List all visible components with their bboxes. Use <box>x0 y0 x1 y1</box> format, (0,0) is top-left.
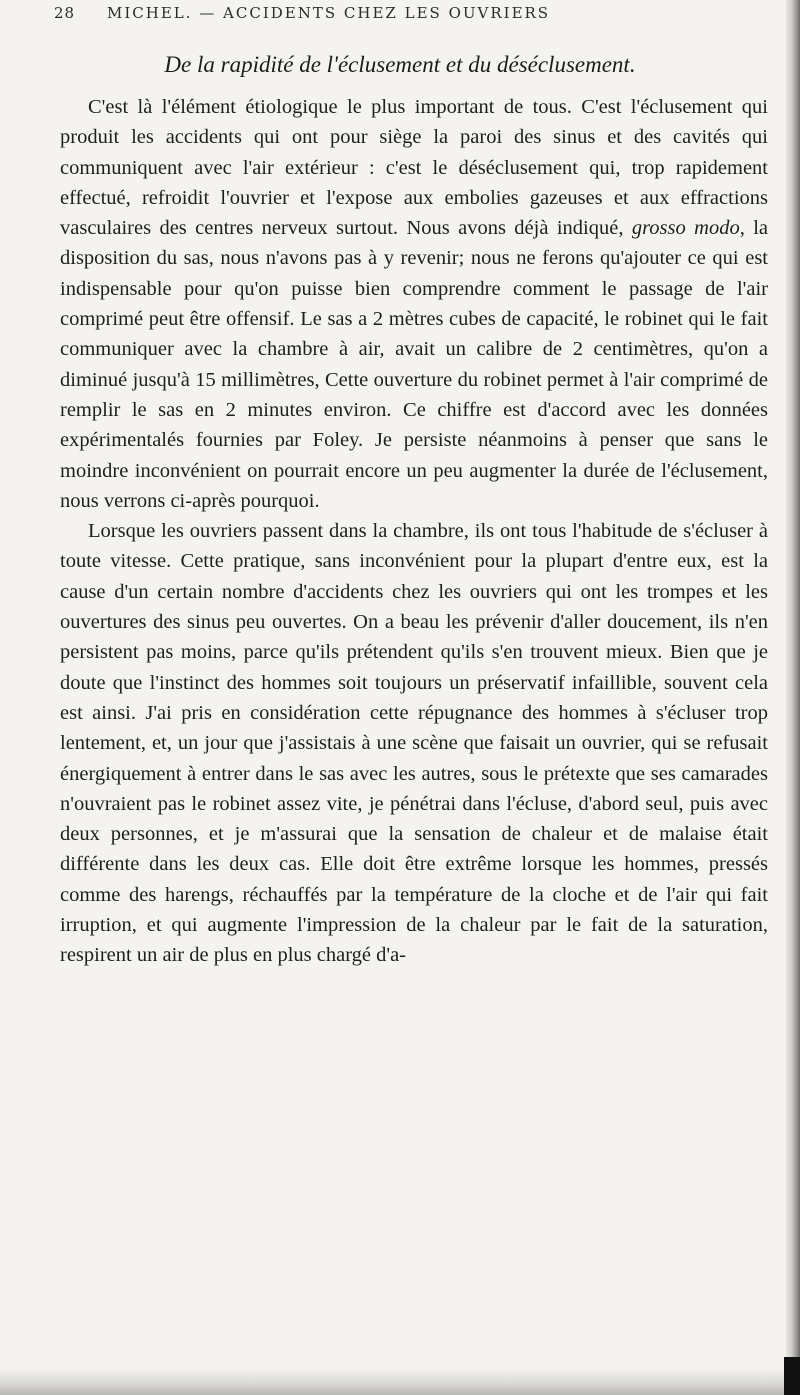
paragraph-2: Lorsque les ouvriers passent dans la chambre, ils ont tous l'habitude de s'écluser à toute vitesse. Cette pratique, sans inconvénient pour la plupart d'entre eux, est la cause d'un certain nombre d'accidents chez les ouvriers qui ont les trompes et les ouvertures des sinus peu ouvertes. On a beau les prévenir d'aller doucement, ils n'en persistent pas moins, parce qu'ils prétendent qu'ils s'en trouvent mieux. Bien que je doute que l'instinct des hommes soit toujours un préservatif infaillible, souvent cela est ainsi. J'ai pris en considération cette répugnance des hommes à s'écluser trop lentement, et, un jour que j'assistais à une scène que faisait un ouvrier, qui se refusait énergiquement à entrer dans le sas avec les autres, sous le prétexte que ses camarades n'ouvraient pas le robinet assez vite, je pénétrai dans l'écluse, d'abord seul, puis avec deux personnes, et je m'assurai que la sensation de chaleur et de malaise était différente dans les deux cas. Elle doit être extrême lorsque les hommes, pressés comme des harengs, réchauffés par la température de la cloche et de l'air qui fait irruption, et qui augmente l'impression de la chaleur par le fait de la saturation, respirent un air de plus en plus chargé d'a- <box>60 520 768 967</box>
paragraph-1-text-b: , la disposition du sas, nous n'avons pas à y revenir; nous ne ferons qu'ajouter ce qui est indispensable pour qu'on puisse bien comprendre comment le passage de l'air comprimé peut être offensif. Le sas a 2 mètres cubes de capacité, le robinet qui le fait communiquer avec la chambre à air, avait un calibre de 2 centimètres, qu'on a diminué jusqu'à 15 millimètres, Cette ouverture du robinet permet à l'air comprimé de remplir le sas en 2 minutes environ. Ce chiffre est d'accord avec les données expérimentalés fournies par Foley. Je persiste néanmoins à penser que sans le moindre inconvénient on pourrait encore un peu augmenter la durée de l'éclusement, nous verrons ci-après pourquoi. <box>60 217 769 512</box>
running-title: MICHEL. — ACCIDENTS CHEZ LES OUVRIERS <box>107 4 551 22</box>
page-binding-edge <box>786 0 800 1395</box>
page-number: 28 <box>54 4 76 22</box>
paragraph-1-emphasis: grosso modo <box>631 217 740 240</box>
scan-corner-mark <box>784 1357 800 1395</box>
body-text <box>60 92 768 971</box>
running-head <box>52 4 752 30</box>
page-bottom-shadow <box>0 1369 800 1395</box>
section-title: De la rapidité de l'éclusement et du déséclusement. <box>164 52 636 77</box>
paragraph-1-text-a: C'est là l'élément étiologique le plus important de tous. C'est l'éclusement qui produit les accidents qui ont pour siège la paroi des sinus et des cavités qui communiquent avec l'air extérieur : c'est le déséclusement qui, trop rapidement effectué, refroidit l'ouvrier et l'expose aux embolies gazeuses et aux effractions vasculaires des centres nerveux surtout. Nous avons déjà indiqué, <box>60 96 768 240</box>
paragraph-1 <box>60 92 768 516</box>
